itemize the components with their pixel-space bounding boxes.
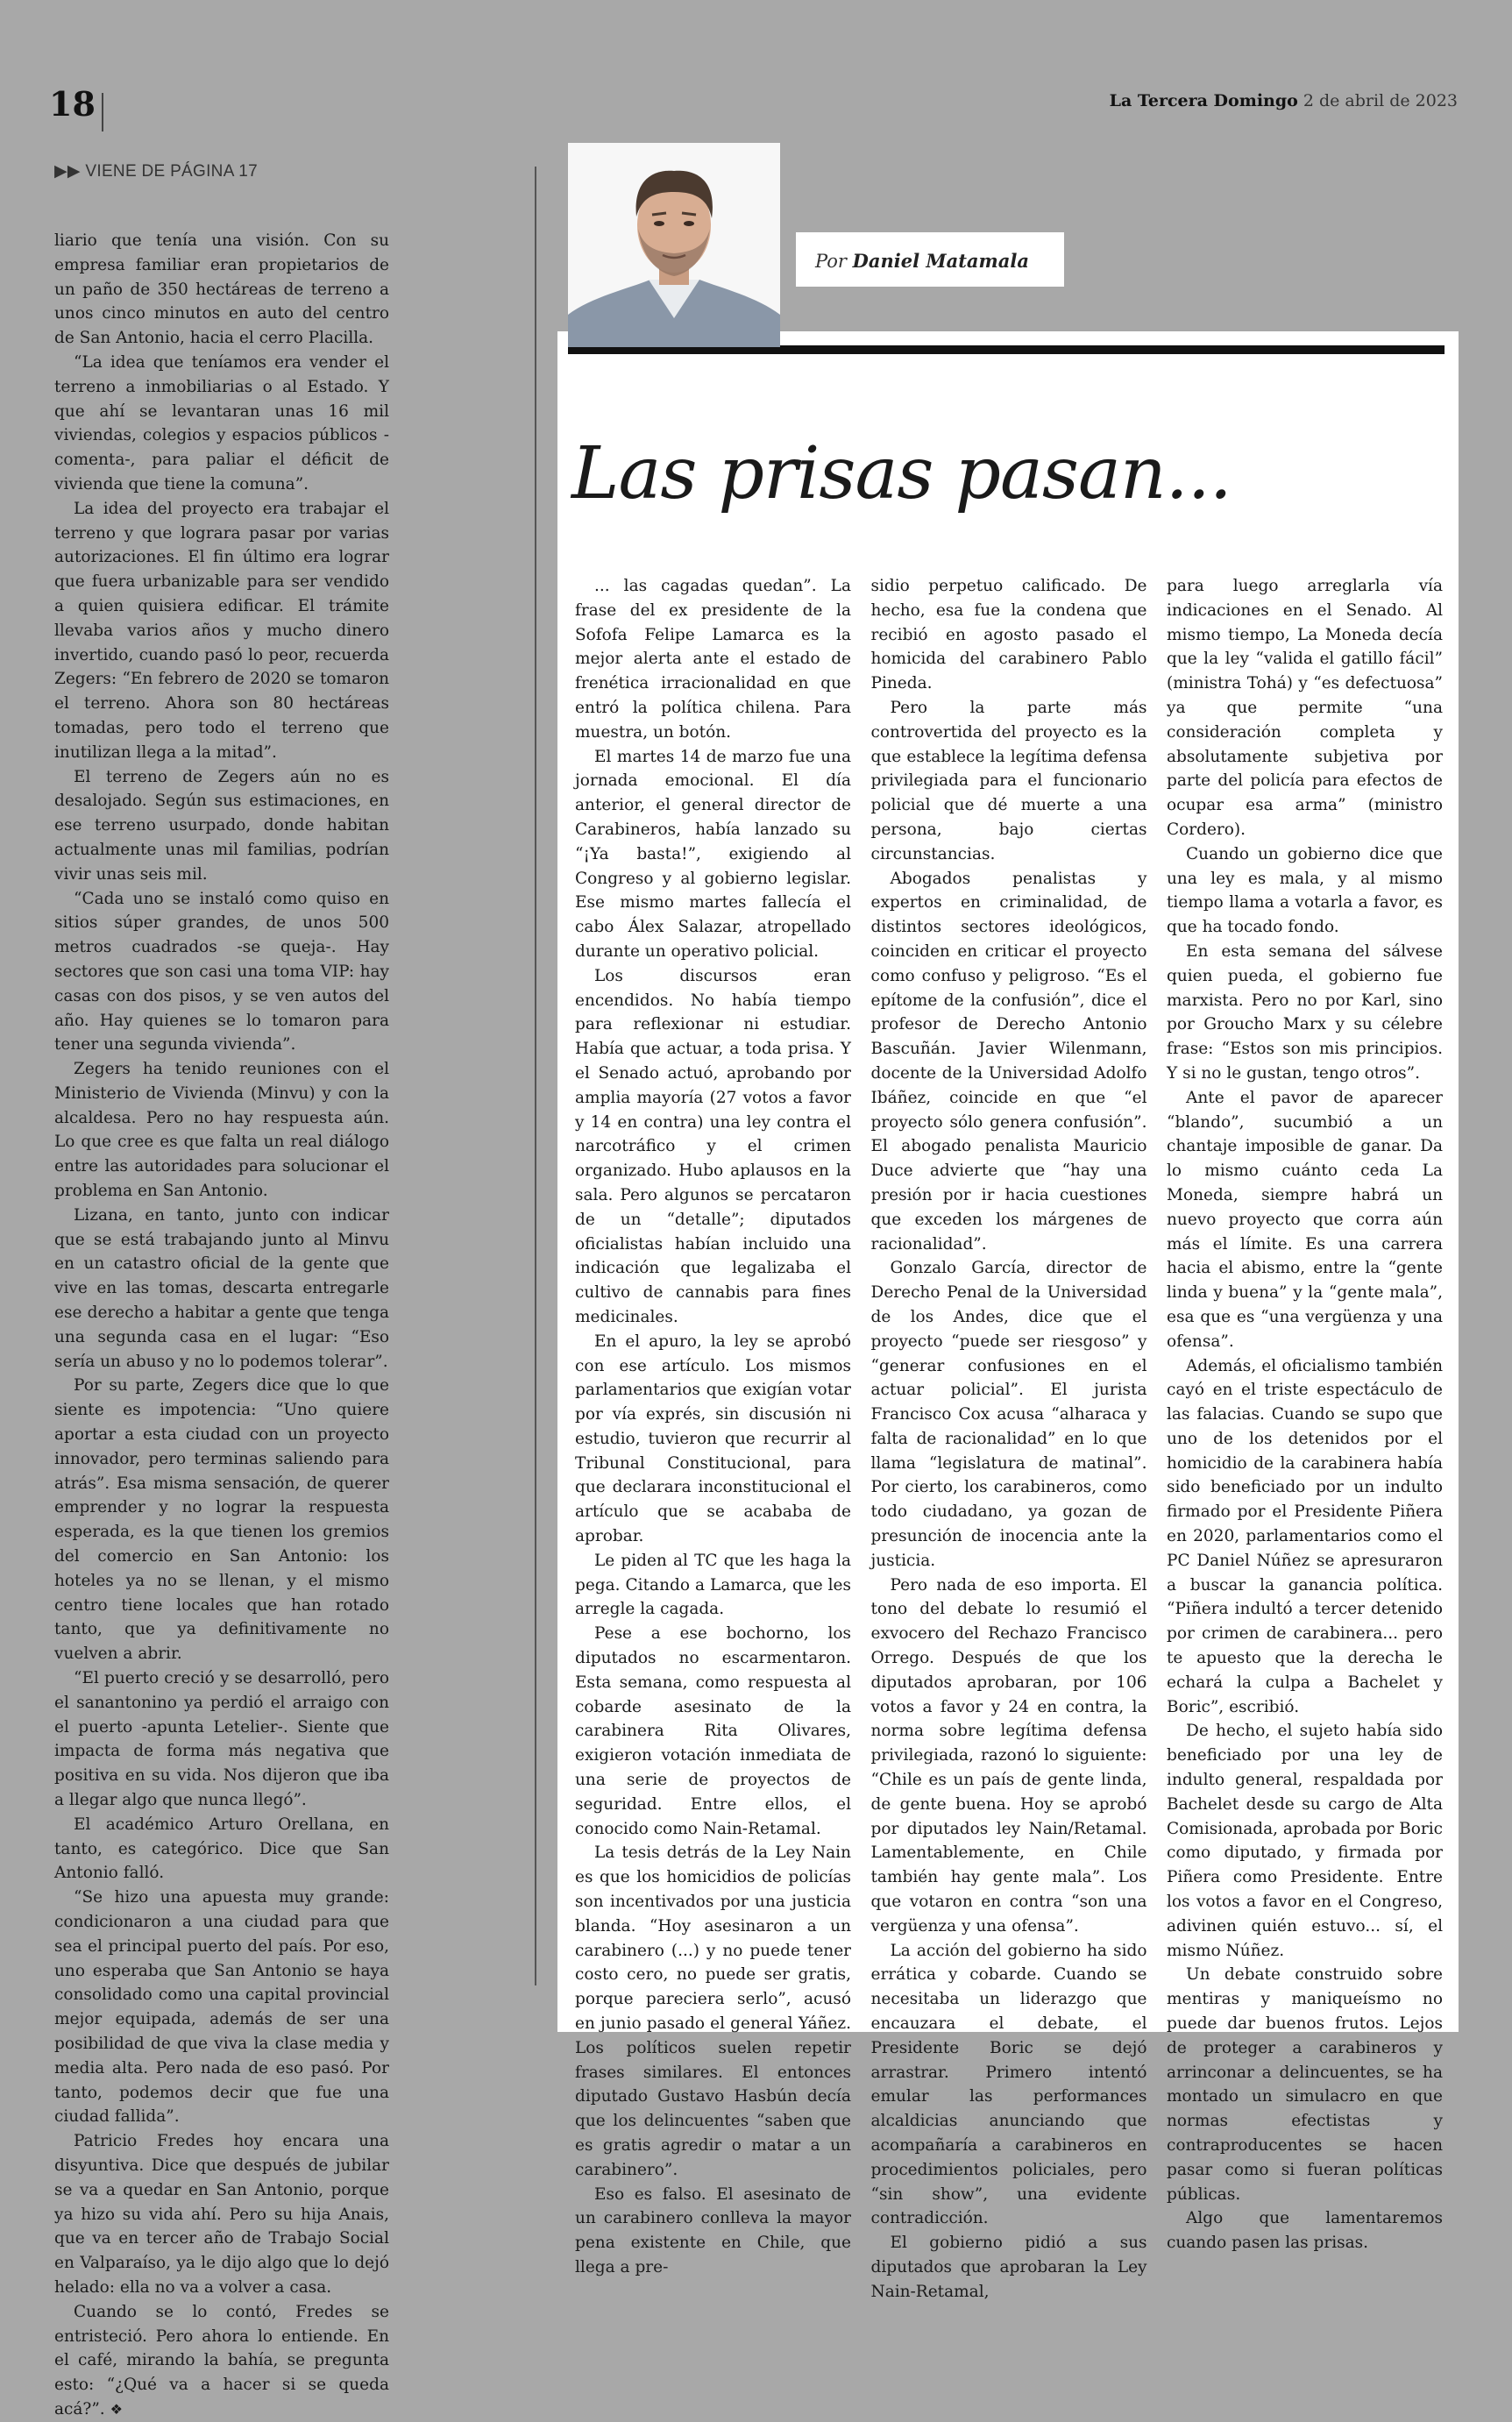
body-paragraph: Pero nada de eso importa. El tono del debate lo resumió el exvocero del Rechazo Francisco Orrego. Después de que los diputados aprobaran, por 106 votos a favor y 24 en contra, la norma sobre legítima defensa privilegiada, razonó lo siguiente: “Chile es un país de gente linda, de gente buena. Hoy se aprobó por diputados ley Nain/Retamal. Lamentablemente, en Chile también hay gente mala”. Los que votaron en contra “son una vergüenza y una ofensa”. xyxy=(870,1575,1147,1935)
left-paragraph: “La idea que teníamos era vender el terreno a inmobiliarias o al Estado. Y que ahí se levantaran unas 16 mil viviendas, colegios y espacios públicos -comenta-, para paliar el déficit de vivienda que tiene la comuna”. xyxy=(54,352,389,494)
body-paragraph: Ante el pavor de aparecer “blando”, sucumbió a un chantaje imposible de ganar. Da lo mismo cuánto ceda La Moneda, siempre habrá un nuevo proyecto que corra aún más el límite. Es una carrera hacia el abismo, entre la “gente linda y buena” y la “gente mala”, esa que es “una vergüenza y una ofensa”. xyxy=(1167,1088,1443,1351)
publication-date: 2 de abril de 2023 xyxy=(1303,91,1458,110)
body-paragraph: La acción del gobierno ha sido errática y cobarde. Cuando se necesitaba un liderazgo que encauzara el debate, el Presidente Boric se dejó arrastrar. Primero intentó emular las performances alcaldicias anunciando que acompañaría a carabineros en procedimientos policiales, pero “sin show”, una evidente contradicción. xyxy=(870,1941,1147,2228)
body-paragraph: Algo que lamentaremos cuando pasen las prisas. xyxy=(1167,2209,1443,2253)
body-paragraph: En esta semana del sálvese quien pueda, el gobierno fue marxista. Pero no por Karl, sino por Groucho Marx y su célebre frase: “Estos son mis principios. Y si no le gustan, tengo otros”. xyxy=(1167,941,1443,1083)
opinion-body-columns xyxy=(575,574,1443,2305)
left-paragraph: Lizana, en tanto, junto con indicar que se está trabajando junto al Minvu en un catastro oficial de la gente que vive en las tomas, descarta entregarle ese derecho a habitar a gente que tenga una segunda casa en el lugar: “Eso sería un abuso y no lo podemos tolerar”. xyxy=(54,1205,389,1371)
left-article-column xyxy=(54,229,389,2422)
body-paragraph: En el apuro, la ley se aprobó con ese artículo. Los mismos parlamentarios que exigían votar por vía exprés, sin discusión ni estudio, tuvieron que recurrir al Tribunal Constitucional, para que declarara inconstitucional el artículo que se acababa de aprobar. xyxy=(575,1332,851,1546)
body-paragraph: sidio perpetuo calificado. De hecho, esa fue la condena que recibió en agosto pasado el homicida del carabinero Pablo Pineda. xyxy=(870,577,1147,693)
author-photo xyxy=(568,143,780,347)
left-paragraph: Patricio Fredes hoy encara una disyuntiva. Dice que después de jubilar se va a quedar en San Antonio, porque ya hizo su vida ahí. Pero su hija Anais, que va en tercer año de Trabajo Social en Valparaíso, ya le dijo algo que lo dejó helado: ella no va a volver a casa. xyxy=(54,2132,389,2297)
body-paragraph: Abogados penalistas y expertos en criminalidad, de distintos sectores ideológicos, coinciden en criticar el proyecto como confuso y peligroso. “Es el epítome de la confusión”, dice el profesor de Derecho Antonio Bascuñán. Javier Wilenmann, docente de la Universidad Adolfo Ibáñez, coincide en que “el proyecto sólo genera confusión”. El abogado penalista Mauricio Duce advierte que “hay una presión por ir hacia cuestiones que exceden los márgenes de racionalidad”. xyxy=(870,869,1147,1254)
left-paragraph-text: Cuando se lo contó, Fredes se entristeció. Pero ahora lo entiende. En el café, mirando la bahía, se pregunta esto: “¿Qué va a hacer si se queda acá?”. xyxy=(54,2302,389,2418)
left-paragraph: Por su parte, Zegers dice que lo que siente es impotencia: “Uno quiere aportar a esta ciudad con un proyecto innovador, pero terminas saliendo para atrás”. Esa misma sensación, de querer emprender y no lograr la respuesta esperada, es la que tienen los gremios del comercio en San Antonio: los hoteles ya no se llenan, y el mismo centro tiene locales que han rotado tanto, que ya definitivamente no vuelven a abrir. xyxy=(54,1376,389,1664)
body-paragraph: Gonzalo García, director de Derecho Penal de la Universidad de los Andes, dice que el proyecto “puede ser riesgoso” y “generar confusiones en el actuar policial”. El jurista Francisco Cox acusa “alharaca y falta de racionalidad” en lo que llama “legislatura de matinal”. Por cierto, los carabineros, como todo ciudadano, ya gozan de presunción de inocencia ante la justicia. xyxy=(870,1259,1147,1570)
byline-prefix: Por xyxy=(815,251,847,272)
body-column-3 xyxy=(1167,574,1443,2305)
body-paragraph: Además, el oficialismo también cayó en el triste espectáculo de las falacias. Cuando se supo que uno de los detenidos por el homicidio de la carabinera había sido beneficiado por un indulto firmado por el Presidente Piñera en 2020, parlamentarios como el PC Daniel Núñez se apresuraron a buscar la ganancia política. “Piñera indultó a tercer detenido por crimen de carabinera... pero te apuesto que la derecha le echará la culpa a Bachelet y Boric”, escribió. xyxy=(1167,1356,1443,1716)
body-paragraph: El martes 14 de marzo fue una jornada emocional. El día anterior, el general director de Carabineros, había lanzado su “¡Ya basta!”, exigiendo al Congreso y al gobierno legislar. Ese mismo martes fallecía el cabo Álex Salazar, atropellado durante un operativo policial. xyxy=(575,747,851,961)
body-paragraph: Un debate construido sobre mentiras y maniqueísmo no puede dar buenos frutos. Lejos de proteger a carabineros y arrinconar a delincuentes, se ha montado un simulacro en que normas efectistas y contraproducentes se hacen pasar como si fueran políticas públicas. xyxy=(1167,1965,1443,2204)
masthead xyxy=(1110,91,1458,110)
left-paragraph: liario que tenía una visión. Con su empresa familiar eran propietarios de un paño de 350 hectáreas de terreno a unos cinco minutos en auto del centro de San Antonio, hacia el cerro Placilla. xyxy=(54,231,389,348)
left-paragraph: El terreno de Zegers aún no es desalojado. Según sus estimaciones, en ese terreno usurpado, donde habitan actualmente unas mil familias, podrían vivir unas seis mil. xyxy=(54,767,389,884)
body-paragraph: Eso es falso. El asesinato de un carabinero conlleva la mayor pena existente en Chile, que llega a pre- xyxy=(575,2184,851,2276)
left-paragraph: “Cada uno se instaló como quiso en sitios súper grandes, de unos 500 metros cuadrados -se queja-. Hay sectores que son casi una toma VIP: hay casas con dos pisos, y se ven autos del año. Hay quienes se lo tomaron para tener una segunda vivienda”. xyxy=(54,889,389,1055)
continued-from-label: ▶▶ VIENE DE PÁGINA 17 xyxy=(54,162,258,181)
column-divider xyxy=(535,167,536,1985)
body-paragraph: La tesis detrás de la Ley Nain es que los homicidios de policías son incentivados por una justicia blanda. “Hoy asesinaron a un carabinero (...) y no puede tener costo cero, no puede ser gratis, porque pareciera serlo”, acusó en junio pasado el general Yáñez. Los políticos suelen repetir frases similares. El entonces diputado Gustavo Hasbún decía que los delincuentes “saben que es gratis agredir o matar a un carabinero”. xyxy=(575,1843,851,2179)
opinion-column-panel xyxy=(557,331,1459,2301)
body-paragraph: ... las cagadas quedan”. La frase del ex presidente de la Sofofa Felipe Lamarca es la mejor alerta ante el estado de frenética irracionalidad en que entró la política chilena. Para muestra, un botón. xyxy=(575,577,851,742)
body-paragraph: para luego arreglarla vía indicaciones en el Senado. Al mismo tiempo, La Moneda decía que la ley “valida el gatillo fácil” (ministra Tohá) y “es defectuosa” ya que permite “una consideración completa y absolutamente subjetiva por parte del policía para efectos de ocupar esa arma” (ministro Cordero). xyxy=(1167,577,1443,839)
body-paragraph: Pese a ese bochorno, los diputados no escarmentaron. Esta semana, como respuesta al cobarde asesinato de la carabinera Rita Olivares, exigieron votación inmediata de una serie de proyectos de seguridad. Entre ellos, el conocido como Nain-Retamal. xyxy=(575,1624,851,1838)
left-paragraph: “El puerto creció y se desarrolló, pero el sanantonino ya perdió el arraigo con el puerto -apunta Letelier-. Siente que impacta de forma más negativa que positiva en su vida. Nos dijeron que iba a llegar algo que nunca llegó”. xyxy=(54,1669,389,1809)
page-number-divider xyxy=(102,93,103,131)
left-paragraph: Zegers ha tenido reuniones con el Ministerio de Vivienda (Minvu) y con la alcaldesa. Pero no hay respuesta aún. Lo que cree es que falta un real diálogo entre las autoridades para solucionar el problema en San Antonio. xyxy=(54,1060,389,1201)
headline: Las prisas pasan... xyxy=(571,431,1232,515)
author-portrait-illustration xyxy=(568,143,780,347)
body-paragraph: Cuando un gobierno dice que una ley es mala, y al mismo tiempo llama a votarla a favor, es que ha tocado fondo. xyxy=(1167,844,1443,937)
left-paragraph: La idea del proyecto era trabajar el terreno y que lograra pasar por varias autorizaciones. El fin último era lograr que fuera urbanizable para ser vendido a quien quisiera edificar. El trámite llevaba varios años y mucho dinero invertido, cuando pasó lo peor, recuerda Zegers: “En febrero de 2020 se tomaron el terreno. Ahora son 80 hectáreas tomadas, pero todo el terreno que inutilizan llega a la mitad”. xyxy=(54,499,389,762)
author-name: Daniel Matamala xyxy=(852,250,1029,272)
left-paragraph: El académico Arturo Orellana, en tanto, es categórico. Dice que San Antonio falló. xyxy=(54,1815,389,1883)
body-paragraph: De hecho, el sujeto había sido beneficiado por una ley de indulto general, respaldada por Bachelet desde su cargo de Alta Comisionada, aprobada por Boric como diputado, y firmada por Piñera como Presidente. Entre los votos a favor en el Congreso, adivinen quién estuvo... sí, el mismo Núñez. xyxy=(1167,1722,1443,1960)
body-paragraph: Le piden al TC que les haga la pega. Citando a Lamarca, que les arregle la cagada. xyxy=(575,1551,851,1619)
body-column-2 xyxy=(871,574,1147,2305)
body-paragraph: Pero la parte más controvertida del proyecto es la que establece la legítima defensa privilegiada para el funcionario policial que dé muerte a una persona, bajo ciertas circunstancias. xyxy=(870,698,1147,863)
byline xyxy=(815,250,1029,272)
publication-name: La Tercera Domingo xyxy=(1109,91,1298,110)
left-paragraph xyxy=(54,2300,389,2422)
left-paragraph: “Se hizo una apuesta muy grande: condicionaron a una ciudad para que sea el principal puerto del país. Por eso, uno esperaba que San Antonio se haya consolidado como una capital provincial mejor equipada, además de ser una posibilidad de que viva la clase media y media alta. Pero nada de eso pasó. Por tanto, podemos decir que fue una ciudad fallida”. xyxy=(54,1888,389,2127)
byline-box xyxy=(796,232,1064,287)
body-paragraph: El gobierno pidió a sus diputados que aprobaran la Ley Nain-Retamal, xyxy=(870,2234,1147,2301)
body-column-1 xyxy=(575,574,851,2305)
page-number: 18 xyxy=(49,84,96,124)
body-paragraph: Los discursos eran encendidos. No había tiempo para reflexionar ni estudiar. Había que actuar, a toda prisa. Y el Senado actuó, aprobando por amplia mayoría (27 votos a favor y 14 en contra) una ley contra el narcotráfico y el crimen organizado. Hubo aplausos en la sala. Pero algunos se percataron de un “detalle”; diputados oficialistas habían incluido una indicación que legalizaba el cultivo de cannabis para fines medicinales. xyxy=(575,966,851,1326)
end-of-article-icon: ❖ xyxy=(110,2400,123,2418)
